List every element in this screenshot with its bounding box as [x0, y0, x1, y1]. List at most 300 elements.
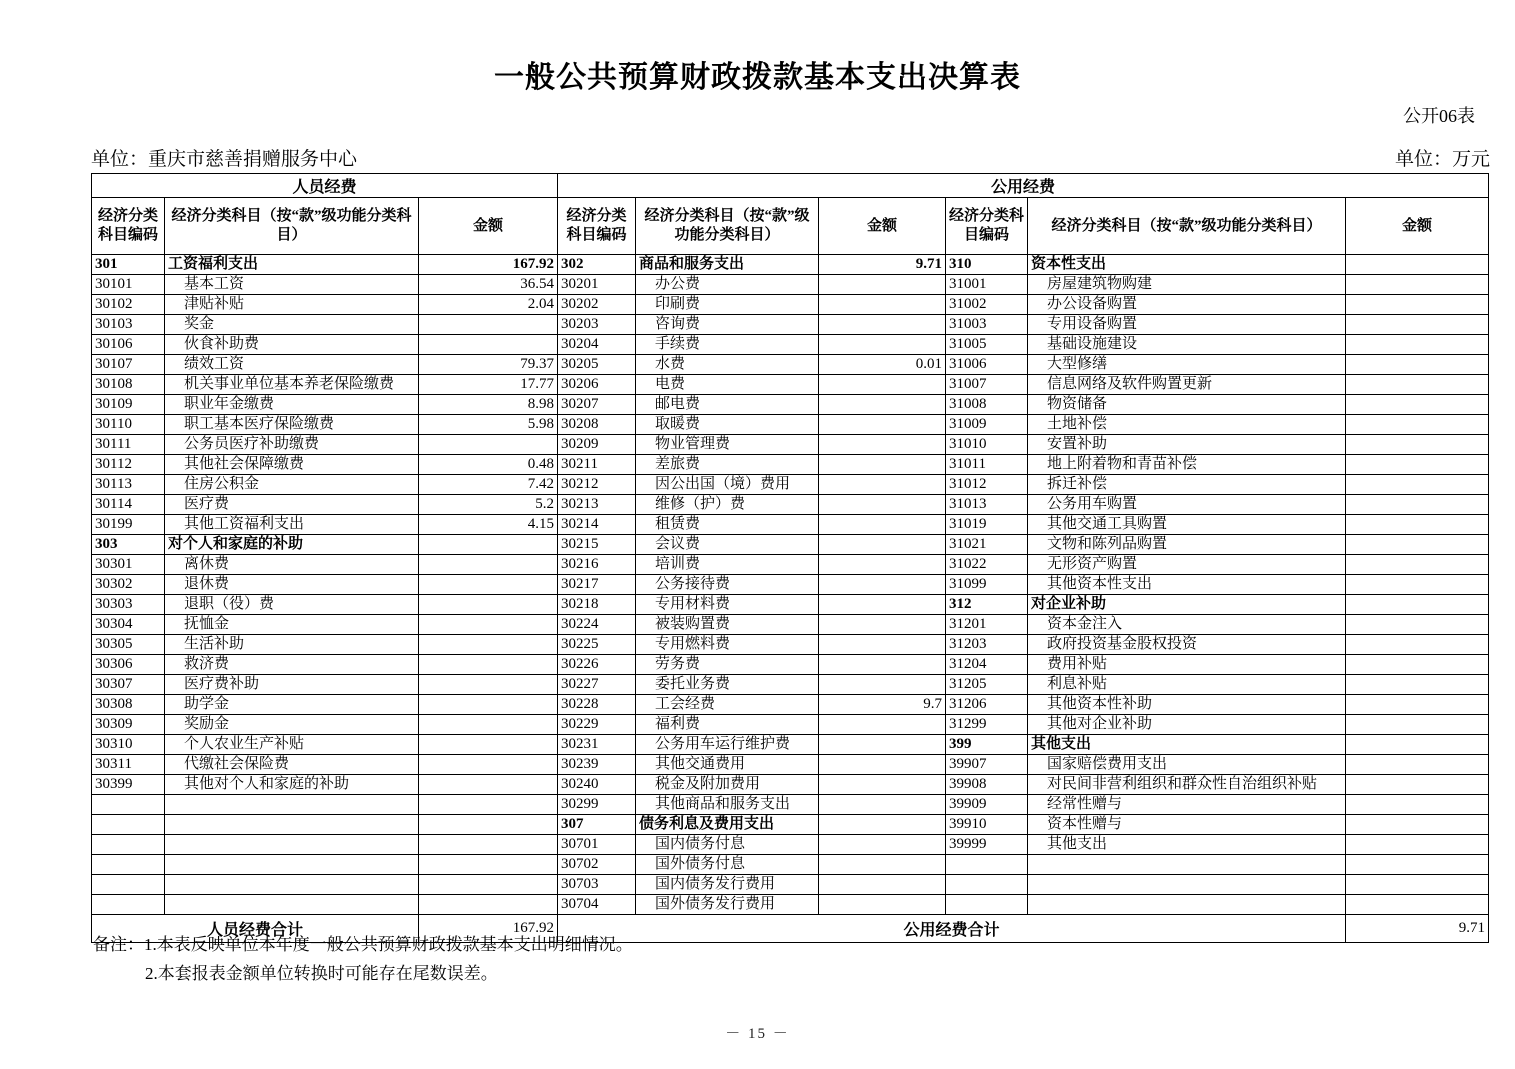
amount-cell [419, 615, 558, 635]
subject-cell [165, 795, 419, 815]
subject-cell: 公务员医疗补助缴费 [165, 435, 419, 455]
subject-cell: 房屋建筑物购建 [1028, 275, 1346, 295]
amount-cell [819, 595, 946, 615]
amount-cell [419, 775, 558, 795]
amount-cell [1346, 555, 1489, 575]
amount-cell [819, 775, 946, 795]
subject-cell: 个人农业生产补贴 [165, 735, 419, 755]
amount-cell [1346, 835, 1489, 855]
amount-cell [819, 335, 946, 355]
table-row [92, 255, 1489, 275]
code-cell [946, 895, 1028, 915]
code-cell [92, 795, 165, 815]
code-cell: 30101 [92, 275, 165, 295]
amount-cell [819, 555, 946, 575]
table-row [92, 435, 1489, 455]
code-cell: 303 [92, 535, 165, 555]
currency-unit-label: 单位：万元 [1394, 149, 1490, 170]
amount-cell: 36.54 [419, 275, 558, 295]
amount-cell: 4.15 [419, 515, 558, 535]
code-cell: 31206 [946, 695, 1028, 715]
code-cell: 39999 [946, 835, 1028, 855]
code-cell: 30209 [558, 435, 636, 455]
code-cell: 30207 [558, 395, 636, 415]
subject-cell: 职业年金缴费 [165, 395, 419, 415]
amount-cell [1346, 275, 1489, 295]
col-header-code-2: 经济分类科目编码 [558, 198, 636, 255]
code-cell: 31013 [946, 495, 1028, 515]
code-cell: 30703 [558, 875, 636, 895]
amount-cell [1346, 375, 1489, 395]
amount-cell: 79.37 [419, 355, 558, 375]
subject-cell: 土地补偿 [1028, 415, 1346, 435]
page-number: － 15 － [725, 1026, 790, 1042]
subject-cell: 机关事业单位基本养老保险缴费 [165, 375, 419, 395]
col-header-amount-3: 金额 [1346, 198, 1489, 255]
subject-cell: 退职（役）费 [165, 595, 419, 615]
subject-cell: 奖金 [165, 315, 419, 335]
subject-cell: 资本性赠与 [1028, 815, 1346, 835]
code-cell: 31005 [946, 335, 1028, 355]
code-cell: 30214 [558, 515, 636, 535]
amount-cell [819, 655, 946, 675]
code-cell: 30399 [92, 775, 165, 795]
amount-cell [1346, 515, 1489, 535]
amount-cell [819, 795, 946, 815]
code-cell: 310 [946, 255, 1028, 275]
code-cell: 31022 [946, 555, 1028, 575]
subject-cell: 专用燃料费 [636, 635, 819, 655]
subject-cell: 抚恤金 [165, 615, 419, 635]
column-header-row [92, 198, 1489, 255]
code-cell: 30302 [92, 575, 165, 595]
amount-cell [819, 455, 946, 475]
table-row [92, 875, 1489, 895]
unit-line [91, 144, 1490, 171]
code-cell: 30299 [558, 795, 636, 815]
code-cell: 30109 [92, 395, 165, 415]
subject-cell: 其他资本性支出 [1028, 575, 1346, 595]
code-cell: 30107 [92, 355, 165, 375]
amount-cell [819, 815, 946, 835]
subject-cell [165, 895, 419, 915]
code-cell: 30303 [92, 595, 165, 615]
subject-cell: 国内债务发行费用 [636, 875, 819, 895]
footnote-line-1 [93, 930, 633, 959]
code-cell: 30202 [558, 295, 636, 315]
subject-cell: 办公费 [636, 275, 819, 295]
table-row [92, 615, 1489, 635]
table-row [92, 795, 1489, 815]
amount-cell [419, 635, 558, 655]
code-cell [92, 835, 165, 855]
subject-cell: 物资储备 [1028, 395, 1346, 415]
amount-cell [819, 315, 946, 335]
amount-cell: 17.77 [419, 375, 558, 395]
table-row [92, 675, 1489, 695]
amount-cell [819, 875, 946, 895]
subject-cell: 拆迁补偿 [1028, 475, 1346, 495]
amount-cell [819, 415, 946, 435]
subject-cell: 其他对个人和家庭的补助 [165, 775, 419, 795]
code-cell: 30112 [92, 455, 165, 475]
subject-cell: 邮电费 [636, 395, 819, 415]
code-cell: 39907 [946, 755, 1028, 775]
code-cell: 30108 [92, 375, 165, 395]
amount-cell: 5.2 [419, 495, 558, 515]
group-header-public: 公用经费 [558, 174, 1489, 198]
code-cell: 30217 [558, 575, 636, 595]
subject-cell: 被装购置费 [636, 615, 819, 635]
col-header-subject-2: 经济分类科目（按“款”级功能分类科目） [636, 198, 819, 255]
code-cell: 30224 [558, 615, 636, 635]
amount-cell [419, 755, 558, 775]
subject-cell: 印刷费 [636, 295, 819, 315]
code-cell: 30199 [92, 515, 165, 535]
subject-cell: 国外债务发行费用 [636, 895, 819, 915]
amount-cell [419, 795, 558, 815]
amount-cell [819, 395, 946, 415]
amount-cell [819, 635, 946, 655]
amount-cell [819, 855, 946, 875]
subject-cell: 资本性支出 [1028, 255, 1346, 275]
table-row [92, 315, 1489, 335]
subject-cell: 债务利息及费用支出 [636, 815, 819, 835]
org-unit-label: 单位：重庆市慈善捐赠服务中心 [91, 149, 358, 170]
table-row [92, 395, 1489, 415]
amount-cell [419, 875, 558, 895]
subject-cell: 其他交通工具购置 [1028, 515, 1346, 535]
subject-cell: 基础设施建设 [1028, 335, 1346, 355]
subject-cell: 办公设备购置 [1028, 295, 1346, 315]
subject-cell: 其他商品和服务支出 [636, 795, 819, 815]
amount-cell [819, 295, 946, 315]
personnel-total-label: 人员经费合计 [92, 915, 419, 943]
subject-cell: 医疗费 [165, 495, 419, 515]
code-cell: 31203 [946, 635, 1028, 655]
amount-cell [819, 375, 946, 395]
code-cell: 30212 [558, 475, 636, 495]
subject-cell: 福利费 [636, 715, 819, 735]
col-header-amount-2: 金额 [819, 198, 946, 255]
code-cell: 30110 [92, 415, 165, 435]
amount-cell [819, 475, 946, 495]
subject-cell: 文物和陈列品购置 [1028, 535, 1346, 555]
public-total-amount: 9.71 [1346, 915, 1489, 943]
subject-cell: 利息补贴 [1028, 675, 1346, 695]
amount-cell [419, 675, 558, 695]
code-cell: 31204 [946, 655, 1028, 675]
footnote-line-2: 2.本套报表金额单位转换时可能存在尾数误差。 [145, 964, 498, 983]
amount-cell [819, 755, 946, 775]
amount-cell: 9.71 [819, 255, 946, 275]
code-cell: 30208 [558, 415, 636, 435]
amount-cell: 5.98 [419, 415, 558, 435]
subject-cell: 取暖费 [636, 415, 819, 435]
amount-cell [819, 435, 946, 455]
subject-cell: 助学金 [165, 695, 419, 715]
amount-cell [1346, 895, 1489, 915]
subject-cell: 绩效工资 [165, 355, 419, 375]
amount-cell [419, 835, 558, 855]
amount-cell [419, 535, 558, 555]
table-row [92, 455, 1489, 475]
code-cell: 39909 [946, 795, 1028, 815]
code-cell: 30306 [92, 655, 165, 675]
subject-cell [1028, 895, 1346, 915]
amount-cell [419, 435, 558, 455]
code-cell: 31021 [946, 535, 1028, 555]
table-row [92, 595, 1489, 615]
table-number: 公开06表 [1403, 106, 1475, 126]
subject-cell: 对企业补助 [1028, 595, 1346, 615]
amount-cell [419, 815, 558, 835]
table-row [92, 535, 1489, 555]
amount-cell [819, 495, 946, 515]
subject-cell: 对个人和家庭的补助 [165, 535, 419, 555]
subject-cell: 国内债务付息 [636, 835, 819, 855]
col-header-code-3: 经济分类科目编码 [946, 198, 1028, 255]
amount-cell [1346, 815, 1489, 835]
amount-cell [419, 735, 558, 755]
code-cell: 30309 [92, 715, 165, 735]
code-cell: 31007 [946, 375, 1028, 395]
amount-cell [819, 575, 946, 595]
subject-cell: 租赁费 [636, 515, 819, 535]
subject-cell: 医疗费补助 [165, 675, 419, 695]
subject-cell: 大型修缮 [1028, 355, 1346, 375]
amount-cell [419, 335, 558, 355]
code-cell: 30102 [92, 295, 165, 315]
code-cell: 30216 [558, 555, 636, 575]
subject-cell: 水费 [636, 355, 819, 375]
code-cell: 31001 [946, 275, 1028, 295]
subject-cell: 电费 [636, 375, 819, 395]
subject-cell: 物业管理费 [636, 435, 819, 455]
amount-cell [1346, 495, 1489, 515]
amount-cell [419, 855, 558, 875]
table-row [92, 635, 1489, 655]
amount-cell [1346, 795, 1489, 815]
amount-cell [419, 555, 558, 575]
code-cell: 30103 [92, 315, 165, 335]
table-row [92, 335, 1489, 355]
code-cell: 30304 [92, 615, 165, 635]
subject-cell: 政府投资基金股权投资 [1028, 635, 1346, 655]
amount-cell [1346, 535, 1489, 555]
code-cell [92, 895, 165, 915]
subject-cell: 其他社会保障缴费 [165, 455, 419, 475]
footnote-label: 备注： [93, 935, 144, 954]
code-cell: 30239 [558, 755, 636, 775]
subject-cell: 其他支出 [1028, 735, 1346, 755]
table-body [92, 255, 1489, 915]
table-row [92, 855, 1489, 875]
table-row [92, 275, 1489, 295]
table-row [92, 515, 1489, 535]
code-cell: 30240 [558, 775, 636, 795]
subject-cell: 安置补助 [1028, 435, 1346, 455]
subject-cell: 基本工资 [165, 275, 419, 295]
amount-cell [1346, 335, 1489, 355]
code-cell: 31299 [946, 715, 1028, 735]
amount-cell [1346, 855, 1489, 875]
code-cell: 31010 [946, 435, 1028, 455]
amount-cell [1346, 735, 1489, 755]
subject-cell: 无形资产购置 [1028, 555, 1346, 575]
subject-cell: 差旅费 [636, 455, 819, 475]
subject-cell: 公务用车运行维护费 [636, 735, 819, 755]
subject-cell [165, 855, 419, 875]
subject-cell: 职工基本医疗保险缴费 [165, 415, 419, 435]
amount-cell [419, 575, 558, 595]
amount-cell: 8.98 [419, 395, 558, 415]
code-cell: 307 [558, 815, 636, 835]
table-row [92, 895, 1489, 915]
table-row [92, 295, 1489, 315]
code-cell: 30225 [558, 635, 636, 655]
subject-cell: 离休费 [165, 555, 419, 575]
code-cell [92, 815, 165, 835]
code-cell: 30215 [558, 535, 636, 555]
code-cell: 30227 [558, 675, 636, 695]
amount-cell [419, 695, 558, 715]
code-cell: 30211 [558, 455, 636, 475]
code-cell: 30218 [558, 595, 636, 615]
subject-cell [165, 835, 419, 855]
amount-cell [1346, 475, 1489, 495]
subject-cell [1028, 875, 1346, 895]
public-total-label: 公用经费合计 [558, 915, 1346, 943]
subject-cell: 商品和服务支出 [636, 255, 819, 275]
footnote-text-1: 1.本表反映单位本年度一般公共预算财政拨款基本支出明细情况。 [144, 935, 633, 954]
table-row [92, 555, 1489, 575]
subject-cell: 工会经费 [636, 695, 819, 715]
code-cell: 30201 [558, 275, 636, 295]
subject-cell: 委托业务费 [636, 675, 819, 695]
subject-cell: 住房公积金 [165, 475, 419, 495]
amount-cell [1346, 315, 1489, 335]
subject-cell: 国外债务付息 [636, 855, 819, 875]
subject-cell: 国家赔偿费用支出 [1028, 755, 1346, 775]
subject-cell [165, 875, 419, 895]
subject-cell: 生活补助 [165, 635, 419, 655]
amount-cell [1346, 355, 1489, 375]
amount-cell [1346, 295, 1489, 315]
amount-cell [819, 515, 946, 535]
subject-cell: 其他支出 [1028, 835, 1346, 855]
amount-cell [419, 655, 558, 675]
subject-cell: 对民间非营利组织和群众性自治组织补贴 [1028, 775, 1346, 795]
subject-cell: 税金及附加费用 [636, 775, 819, 795]
subject-cell: 劳务费 [636, 655, 819, 675]
subject-cell: 费用补贴 [1028, 655, 1346, 675]
code-cell: 302 [558, 255, 636, 275]
amount-cell [819, 615, 946, 635]
amount-cell [1346, 635, 1489, 655]
code-cell: 30308 [92, 695, 165, 715]
amount-cell [419, 315, 558, 335]
amount-cell [1346, 655, 1489, 675]
code-cell: 30310 [92, 735, 165, 755]
table-row [92, 475, 1489, 495]
table-row [92, 695, 1489, 715]
code-cell: 31002 [946, 295, 1028, 315]
amount-cell: 0.48 [419, 455, 558, 475]
amount-cell [1346, 575, 1489, 595]
amount-cell [819, 715, 946, 735]
code-cell: 31009 [946, 415, 1028, 435]
table-row [92, 835, 1489, 855]
page-title: 一般公共预算财政拨款基本支出决算表 [494, 61, 1021, 94]
subject-cell: 其他工资福利支出 [165, 515, 419, 535]
table-row [92, 375, 1489, 395]
subject-cell: 维修（护）费 [636, 495, 819, 515]
amount-cell [1346, 715, 1489, 735]
subject-cell: 津贴补贴 [165, 295, 419, 315]
subject-cell: 代缴社会保险费 [165, 755, 419, 775]
subject-cell: 公务接待费 [636, 575, 819, 595]
subject-cell: 咨询费 [636, 315, 819, 335]
subject-cell: 退休费 [165, 575, 419, 595]
subject-cell: 信息网络及软件购置更新 [1028, 375, 1346, 395]
code-cell: 312 [946, 595, 1028, 615]
subject-cell: 伙食补助费 [165, 335, 419, 355]
code-cell: 30301 [92, 555, 165, 575]
subject-cell [165, 815, 419, 835]
amount-cell [1346, 415, 1489, 435]
amount-cell [819, 675, 946, 695]
amount-cell [1346, 695, 1489, 715]
code-cell: 31006 [946, 355, 1028, 375]
code-cell: 31099 [946, 575, 1028, 595]
subject-cell: 资本金注入 [1028, 615, 1346, 635]
expenditure-table [91, 173, 1489, 943]
amount-cell [1346, 675, 1489, 695]
table-row [92, 735, 1489, 755]
code-cell: 30213 [558, 495, 636, 515]
subject-cell: 专用设备购置 [1028, 315, 1346, 335]
code-cell: 30206 [558, 375, 636, 395]
amount-cell: 2.04 [419, 295, 558, 315]
subject-cell: 地上附着物和青苗补偿 [1028, 455, 1346, 475]
subject-cell: 手续费 [636, 335, 819, 355]
amount-cell [819, 275, 946, 295]
subject-cell: 专用材料费 [636, 595, 819, 615]
code-cell: 31201 [946, 615, 1028, 635]
code-cell: 30704 [558, 895, 636, 915]
col-header-subject-3: 经济分类科目（按“款”级功能分类科目） [1028, 198, 1346, 255]
code-cell [92, 875, 165, 895]
table-row [92, 755, 1489, 775]
code-cell: 31205 [946, 675, 1028, 695]
code-cell: 30106 [92, 335, 165, 355]
code-cell: 30226 [558, 655, 636, 675]
group-header-row [92, 174, 1489, 198]
code-cell: 30229 [558, 715, 636, 735]
table-row [92, 655, 1489, 675]
code-cell: 31008 [946, 395, 1028, 415]
code-cell: 31003 [946, 315, 1028, 335]
code-cell: 30702 [558, 855, 636, 875]
table-row [92, 355, 1489, 375]
amount-cell [819, 835, 946, 855]
amount-cell: 7.42 [419, 475, 558, 495]
col-header-code-1: 经济分类科目编码 [92, 198, 165, 255]
amount-cell: 9.7 [819, 695, 946, 715]
table-row [92, 575, 1489, 595]
subject-cell: 因公出国（境）费用 [636, 475, 819, 495]
